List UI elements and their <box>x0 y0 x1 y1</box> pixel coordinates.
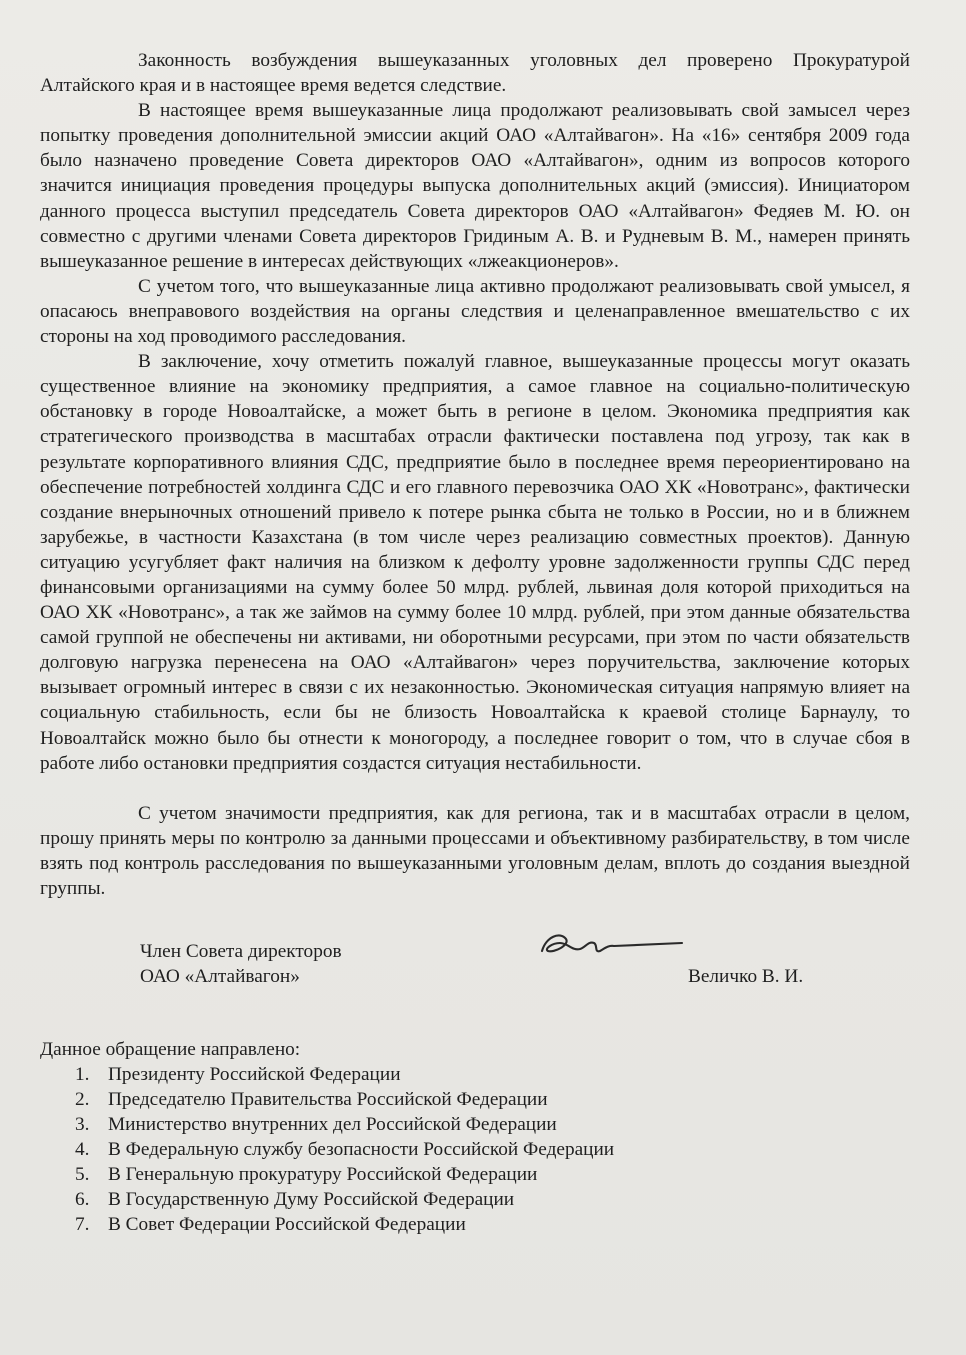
list-item <box>40 1212 910 1237</box>
letter-body <box>40 48 910 901</box>
recipients-heading: Данное обращение направлено: <box>40 1039 301 1061</box>
list-text: Председателю Правительства Российской Федерации <box>108 1089 548 1111</box>
recipients-section <box>40 1037 910 1237</box>
paragraph-gap <box>40 776 910 801</box>
list-number: 2. <box>75 1089 90 1111</box>
handwritten-signature <box>536 927 686 963</box>
list-number: 5. <box>75 1164 90 1186</box>
paragraph-legality: Законность возбуждения вышеуказанных уголовных дел проверено Прокуратурой Алтайского края и в настоящее время ведется следствие. <box>40 50 910 97</box>
paragraph-request: С учетом значимости предприятия, как для региона, так и в масштабах отрасли в целом, прошу принять меры по контролю за данными процессами и объективному разбирательству, в том числе взять под контроль расследования по вышеуказанными уголовным делам, вплоть до создания выездной группы. <box>40 802 910 899</box>
paragraph-conclusion: В заключение, хочу отметить пожалуй главное, вышеуказанные процессы могут оказать существенное влияние на экономику предприятия, а самое главное на социально-политическую обстановку в городе Новоалтайске, а может быть в регионе в целом. Экономика предприятия как стратегического производства в масштабах отрасли фактически поставлена под угрозу, так как в результате корпоративного влияния СДС, предприятие было в последнее время переориентировано на обеспечение потребностей холдинга СДС и его главного перевозчика ОАО ХК «Новотранс», фактически создание внерыночных отношений привело к потере рынка сбыта не только в России, но и в ближнем зарубежье, в частности Казахстана (в том числе через реализацию совместных проектов). Данную ситуацию усугубляет факт наличия на близком к дефолту уровне задолженности группы СДС перед финансовыми организациями на сумму более 50 млрд. рублей, львиная доля которой приходиться на ОАО ХК «Новотранс», а так же займов на сумму более 10 млрд. рублей, при этом данные обязательства самой группой не обеспечены ни активами, ни оборотными ресурсами, при этом по части обязательств долговую нагрузка перенесена на ОАО «Алтайвагон» через поручительства, заключение которых вызывает огромный интерес в связи с их незаконностью. Экономическая ситуация напрямую влияет на социальную стабильность, если бы не близость Новоалтайска к краевой столице Барнаулу, то Новоалтайск можно было бы отнести к моногороду, а последнее говорит о том, что в случае сбоя в работе либо остановки предприятия создастся ситуация нестабильности. <box>40 351 910 774</box>
list-item <box>40 1062 910 1087</box>
list-text: Министерство внутренних дел Российской Федерации <box>108 1114 557 1136</box>
list-text: В Генеральную прокуратуру Российской Федерации <box>108 1164 538 1186</box>
list-item <box>40 1137 910 1162</box>
list-item <box>40 1112 910 1137</box>
list-number: 7. <box>75 1214 90 1236</box>
list-text: В Федеральную службу безопасности Российской Федерации <box>108 1139 615 1161</box>
paragraph-concern: С учетом того, что вышеуказанные лица активно продолжают реализовывать свой умысел, я опасаюсь внеправового воздействия на органы следствия и целенаправленное вмешательство с их стороны на ход проводимого расследования. <box>40 275 910 348</box>
recipients-list <box>40 1062 910 1237</box>
list-number: 6. <box>75 1189 90 1211</box>
list-number: 1. <box>75 1064 90 1086</box>
paragraph-emission: В настоящее время вышеуказанные лица продолжают реализовывать свой замысел через попытку проведения дополнительной эмиссии акций ОАО «Алтайвагон». На «16» сентября 2009 года было назначено проведение Совета директоров ОАО «Алтайвагон», одним из вопросов которого значится инициация проведения процедуры выпуска дополнительных акций (эмиссия). Инициатором данного процесса выступил председатель Совета директоров ОАО «Алтайвагон» Федяев М. Ю. он совместно с другими членами Совета директоров Гридиным А. В. и Рудневым В. М., намерен принять вышеуказанное решение в интересах действующих «лжеакционеров». <box>40 100 910 272</box>
signer-position-line1: Член Совета директоров <box>140 941 342 963</box>
list-text: В Совет Федерации Российской Федерации <box>108 1214 466 1236</box>
list-number: 3. <box>75 1114 90 1136</box>
list-item <box>40 1162 910 1187</box>
signer-position-line2: ОАО «Алтайвагон» <box>140 966 300 988</box>
list-text: Президенту Российской Федерации <box>108 1064 401 1086</box>
list-item <box>40 1187 910 1212</box>
list-item <box>40 1087 910 1112</box>
signer-position <box>140 939 342 989</box>
signature-block <box>40 939 910 1009</box>
list-text: В Государственную Думу Российской Федерации <box>108 1189 515 1211</box>
list-number: 4. <box>75 1139 90 1161</box>
signer-name: Величко В. И. <box>688 966 804 988</box>
